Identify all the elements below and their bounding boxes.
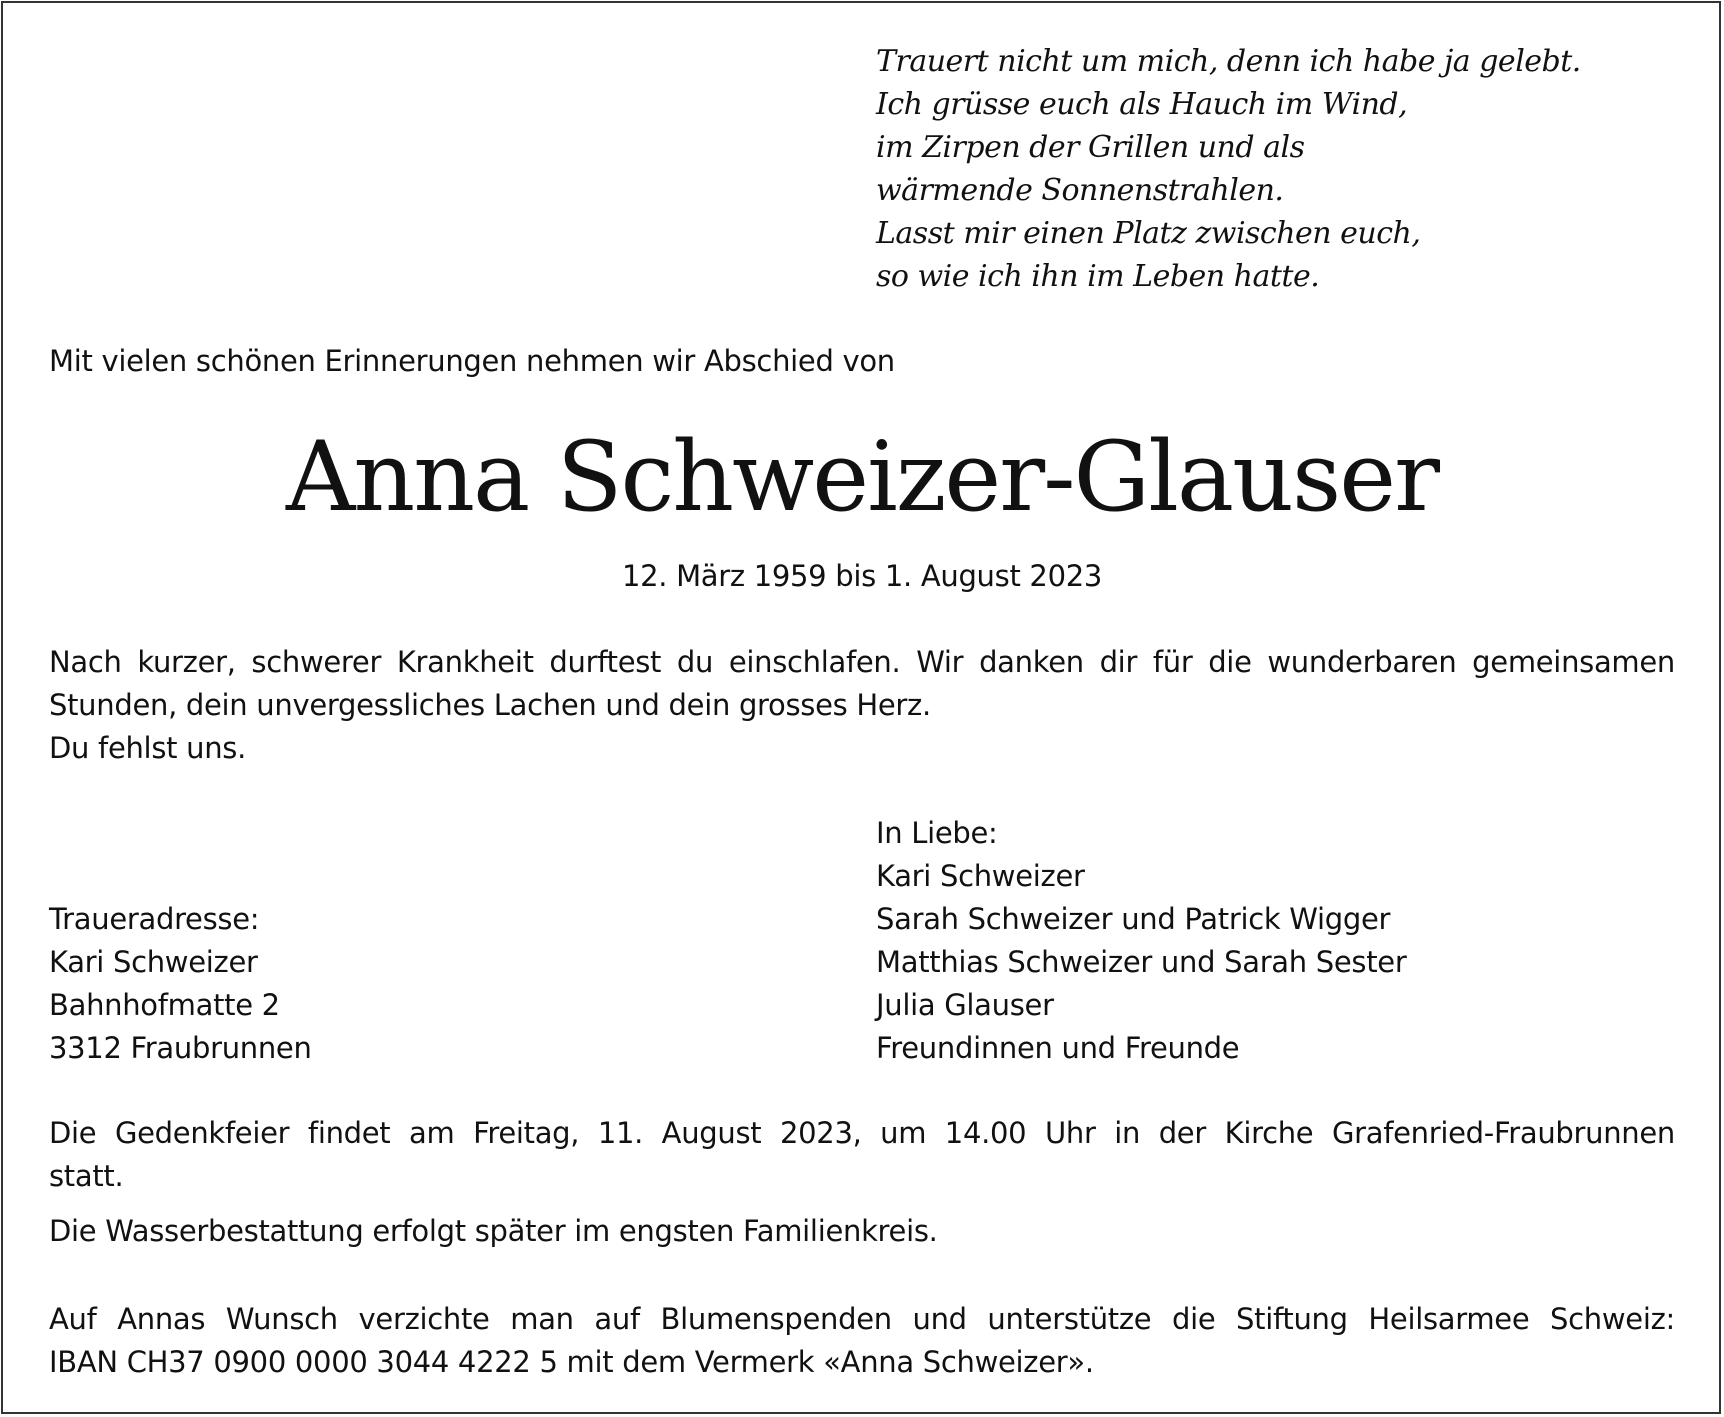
deceased-name: Anna Schweizer-Glauser [286,421,1438,533]
mourners-list [876,812,1406,1070]
ceremony-line: Die Gedenkfeier findet am Freitag, 11. August 2023, um 14.00 Uhr in der Kirche Grafenried-Fraubrunnen [49,1116,1675,1150]
poem-line: wärmende Sonnenstrahlen. [876,173,1284,208]
poem [876,40,1581,298]
message-line: Stunden, dein unvergessliches Lachen und dein grosses Herz. [49,688,931,722]
life-dates: 12. März 1959 bis 1. August 2023 [621,559,1103,593]
ceremony-line: statt. [49,1159,124,1193]
mourner-name: Julia Glauser [876,988,1054,1022]
mourner-name: Sarah Schweizer und Patrick Wigger [876,902,1391,936]
ceremony-info [49,1112,1675,1198]
mourner-name: Freundinnen und Freunde [876,1031,1240,1065]
address-city: 3312 Fraubrunnen [49,1031,312,1065]
mourner-name: Kari Schweizer [876,859,1085,893]
donation-line: IBAN CH37 0900 0000 3044 4222 5 mit dem Vermerk «Anna Schweizer». [49,1345,1094,1379]
mourning-address [49,898,312,1070]
burial-info [49,1210,1675,1253]
message-line: Du fehlst uns. [49,731,247,765]
burial-line: Die Wasserbestattung erfolgt später im engsten Familienkreis. [49,1214,938,1248]
farewell-message [49,641,1675,770]
address-name: Kari Schweizer [49,945,258,979]
address-label: Traueradresse: [49,902,260,936]
poem-line: so wie ich ihn im Leben hatte. [876,259,1320,294]
message-line: Nach kurzer, schwerer Krankheit durftest du einschlafen. Wir danken dir für die wunderbaren gemeinsamen [49,645,1675,679]
donation-line: Auf Annas Wunsch verzichte man auf Blumenspenden und unterstütze die Stiftung Heilsarmee Schweiz: [49,1302,1675,1336]
poem-line: Lasst mir einen Platz zwischen euch, [876,216,1421,251]
donation-info [49,1298,1675,1384]
poem-line: im Zirpen der Grillen und als [876,130,1305,165]
intro-text: Mit vielen schönen Erinnerungen nehmen wir Abschied von [49,344,895,378]
poem-line: Ich grüsse euch als Hauch im Wind, [876,87,1408,122]
address-street: Bahnhofmatte 2 [49,988,280,1022]
mourner-name: Matthias Schweizer und Sarah Sester [876,945,1407,979]
mourners-label: In Liebe: [876,816,998,850]
poem-line: Trauert nicht um mich, denn ich habe ja gelebt. [876,44,1581,79]
